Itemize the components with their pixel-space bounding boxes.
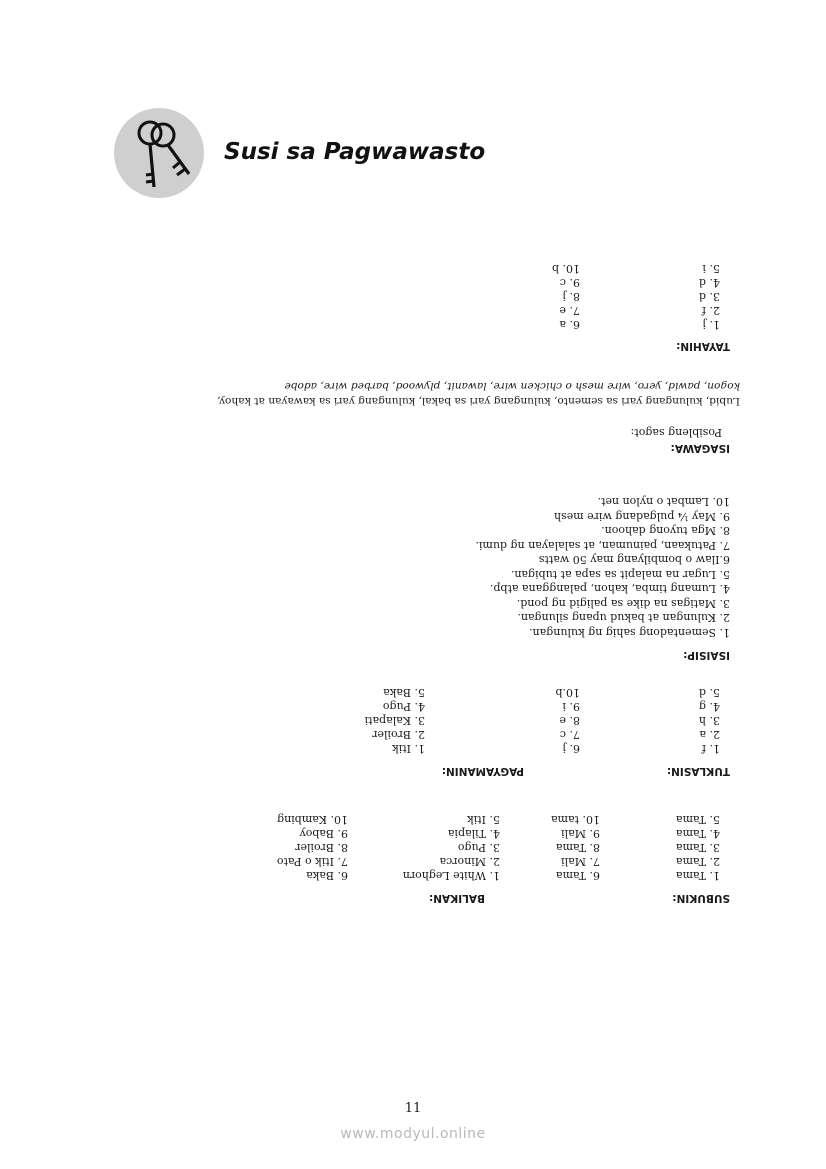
list-item: 2. f — [701, 304, 720, 317]
tuklasin-col1 — [699, 685, 720, 755]
list-item: 4. Tama — [675, 827, 720, 840]
list-item: 6. Tama — [555, 869, 600, 882]
list-item: 9. Baboy — [299, 827, 348, 840]
pagyamanin-heading: PAGYAMANIN: — [441, 765, 524, 777]
subukin-col1 — [676, 812, 720, 882]
list-item: 4. g — [698, 700, 720, 713]
list-item: 8. e — [559, 714, 580, 727]
list-item: 3. Kalapati — [364, 714, 425, 727]
list-item: 3. h — [698, 714, 720, 727]
list-item: 2. Broiler — [372, 728, 425, 741]
list-item: 7. c — [559, 728, 580, 741]
isagawa-label: Posibleng sagot: — [630, 426, 722, 439]
list-item: 8. Tama — [555, 841, 600, 854]
list-item: 9. May ¼ pulgadang wire mesh — [553, 510, 730, 523]
list-item: 3. d — [698, 290, 720, 303]
list-item: 6. j — [562, 742, 580, 755]
list-item: 2. a — [699, 728, 720, 741]
list-item: 3. Pugo — [457, 841, 500, 854]
list-item: 2. Kulungan at bakud upang silungan. — [517, 611, 730, 625]
list-item: 4. Pugo — [382, 700, 425, 713]
list-item: 8. j — [562, 290, 580, 303]
list-item: 8. Mga tuyong dahoon. — [601, 524, 730, 538]
balikan-col2 — [277, 812, 348, 882]
tayahin-col2 — [552, 261, 580, 331]
list-item: 5. Tama — [675, 813, 720, 826]
list-item: 7. e — [559, 304, 580, 317]
list-item: 3. Tama — [675, 841, 720, 854]
keys-icon — [114, 108, 204, 198]
list-item: 8. Broiler — [295, 841, 348, 854]
list-item: 4. Tilapia — [447, 827, 500, 840]
balikan-heading: BALIKAN: — [429, 892, 485, 904]
list-item: 1. Sementadong sahig ng kulungan. — [529, 626, 730, 639]
subukin-heading: SUBUKIN: — [672, 892, 730, 904]
list-item: 6.Ilaw o bombilyang may 50 watts — [538, 553, 730, 567]
list-item: 9. Mali — [561, 827, 600, 840]
tuklasin-col2 — [555, 685, 580, 755]
list-item: 5. i — [702, 262, 720, 275]
list-item: 5. Itik — [467, 813, 500, 826]
list-item: 7. Patukaan, painuman, at salalayan ng dumi. — [475, 539, 730, 552]
list-item: 1. f — [701, 742, 720, 755]
list-item: 10.b — [555, 686, 580, 699]
list-item: 5. Lugar na malapit sa sapa at tubigan. — [510, 568, 730, 581]
list-item: 7. Itik o Pato — [276, 855, 348, 868]
tayahin-heading: TAYAHIN: — [676, 340, 730, 352]
list-item: 10. Kambing — [277, 813, 348, 826]
isagawa-heading: ISAGAWA: — [670, 442, 730, 454]
isaisip-list — [475, 494, 730, 639]
list-item: 10. tama — [551, 813, 600, 826]
page-title: Susi sa Pagwawasto — [224, 139, 486, 165]
list-item: 10. Lambat o nylon net. — [597, 495, 730, 509]
list-item: 9. c — [559, 276, 580, 289]
list-item: 2. Tama — [675, 855, 720, 868]
list-item: 1. j — [702, 318, 720, 331]
balikan-col1 — [403, 812, 500, 882]
list-item: 7. Mali — [561, 855, 600, 868]
list-item: 1. White Leghorn — [402, 869, 500, 882]
tayahin-col1 — [699, 261, 720, 331]
isagawa-line-2: kogon, pawid, yero, wire mesh o chicken wire, lawanit, plywood, barbed wire, adobe — [284, 380, 740, 392]
subukin-col2 — [551, 812, 600, 882]
list-item: 4. d — [698, 276, 720, 289]
page-number: 11 — [404, 1101, 422, 1116]
list-item: 1. Tama — [675, 869, 720, 882]
list-item: 3. Matigas na dike sa paligid ng pond. — [516, 597, 730, 610]
list-item: 6. Baka — [306, 869, 348, 882]
answer-key-inverted — [150, 240, 740, 905]
list-item: 5. Baka — [383, 686, 425, 699]
list-item: 5. d — [698, 686, 720, 699]
isagawa-line-1: Lubid, kulungang yari sa semento, kulungang yari sa bakal, kulungang yari sa kawayan at kahoy, — [217, 395, 740, 407]
list-item: 4. Lumang timba, kahon, palanggana atbp. — [489, 582, 730, 596]
list-item: 6. a — [559, 318, 580, 331]
list-item: 2. Minorca — [439, 855, 500, 868]
list-item: 10. b — [551, 262, 580, 275]
tuklasin-heading: TUKLASIN: — [666, 765, 730, 777]
watermark: www.modyul.online — [340, 1126, 486, 1142]
pagyamanin-list — [365, 685, 425, 755]
list-item: 1. Itik — [392, 742, 425, 755]
list-item: 9. i — [562, 700, 580, 713]
isaisip-heading: ISAISIP: — [683, 649, 730, 661]
